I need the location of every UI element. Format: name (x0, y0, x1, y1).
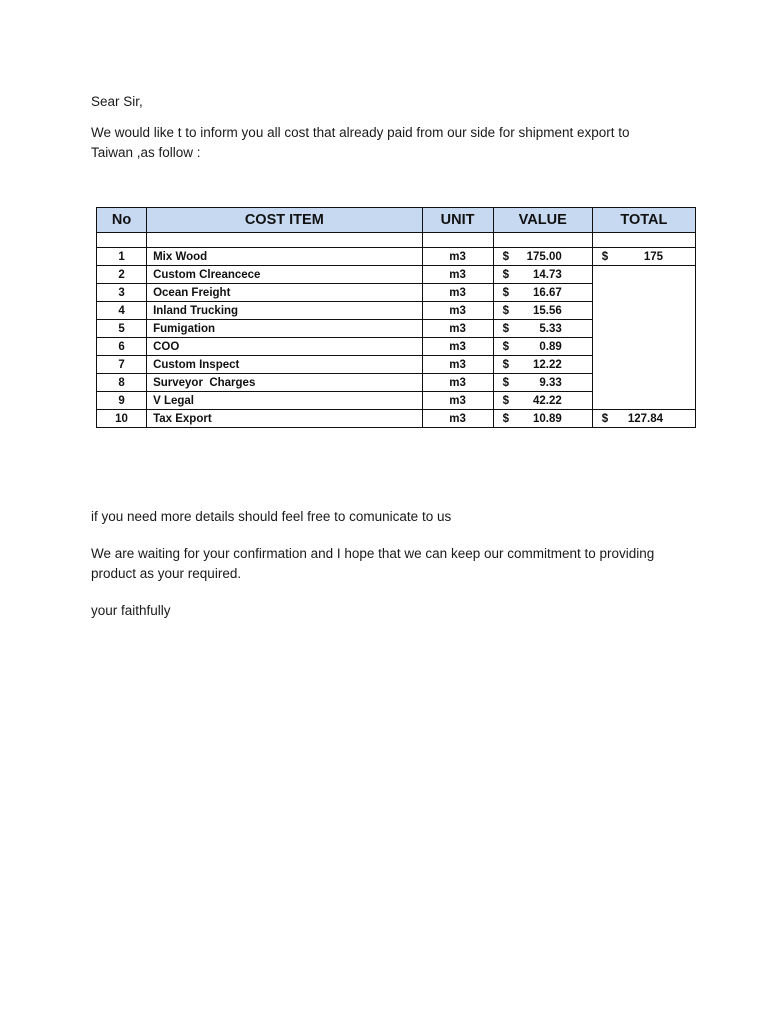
table-row (97, 284, 696, 302)
cell-value (493, 248, 592, 266)
currency-symbol: $ (601, 412, 609, 425)
currency-symbol: $ (502, 412, 510, 425)
blank-cell (147, 233, 422, 248)
cell-no: 1 (97, 248, 147, 266)
cell-cost-item: Tax Export (147, 410, 422, 428)
header-value: VALUE (493, 208, 592, 233)
cell-cost-item: COO (147, 338, 422, 356)
cell-unit: m3 (422, 338, 493, 356)
cell-total (592, 302, 695, 320)
value-amount: 15.56 (533, 304, 562, 317)
value-amount: 10.89 (533, 412, 562, 425)
cell-unit: m3 (422, 248, 493, 266)
header-cost-item: COST ITEM (147, 208, 422, 233)
table-row (97, 302, 696, 320)
header-unit: UNIT (422, 208, 493, 233)
cell-total (592, 356, 695, 374)
value-amount: 175.00 (526, 250, 562, 263)
cell-total (592, 338, 695, 356)
total-amount: 175 (643, 250, 663, 263)
waiting-paragraph: We are waiting for your confirmation and I hope that we can keep our commitment to providing product as your required. (91, 546, 655, 581)
cell-value (493, 320, 592, 338)
blank-cell (422, 233, 493, 248)
cell-no: 8 (97, 374, 147, 392)
intro-paragraph: We would like t to inform you all cost that already paid from our side for shipment export to Taiwan ,as follow : (91, 125, 630, 160)
blank-cell (493, 233, 592, 248)
value-amount: 9.33 (539, 376, 562, 389)
cell-unit: m3 (422, 392, 493, 410)
cell-cost-item: Inland Trucking (147, 302, 422, 320)
cell-no: 9 (97, 392, 147, 410)
cell-unit: m3 (422, 410, 493, 428)
cell-total (592, 284, 695, 302)
table-row (97, 320, 696, 338)
cell-total (592, 320, 695, 338)
cell-total (592, 410, 695, 428)
header-no: No (97, 208, 147, 233)
currency-symbol: $ (502, 394, 510, 407)
table-row (97, 248, 696, 266)
currency-symbol: $ (502, 304, 510, 317)
table-row (97, 266, 696, 284)
cell-cost-item: Custom Clreancece (147, 266, 422, 284)
value-amount: 0.89 (539, 340, 562, 353)
cell-cost-item: Fumigation (147, 320, 422, 338)
table-header-row (97, 208, 696, 233)
currency-symbol: $ (502, 268, 510, 281)
cell-unit: m3 (422, 302, 493, 320)
cell-cost-item: Custom Inspect (147, 356, 422, 374)
cell-value (493, 374, 592, 392)
cell-no: 3 (97, 284, 147, 302)
table-row (97, 356, 696, 374)
cost-table (96, 207, 696, 428)
header-total: TOTAL (592, 208, 695, 233)
cell-total (592, 392, 695, 410)
table-row (97, 374, 696, 392)
cell-no: 2 (97, 266, 147, 284)
cell-value (493, 302, 592, 320)
value-amount: 16.67 (533, 286, 562, 299)
cell-no: 7 (97, 356, 147, 374)
table-row (97, 410, 696, 428)
cell-value (493, 284, 592, 302)
value-amount: 5.33 (539, 322, 562, 335)
currency-symbol: $ (502, 322, 510, 335)
cell-unit: m3 (422, 374, 493, 392)
currency-symbol: $ (502, 250, 510, 263)
total-amount: 127.84 (627, 412, 663, 425)
value-amount: 12.22 (533, 358, 562, 371)
table-row (97, 338, 696, 356)
table-row (97, 392, 696, 410)
currency-symbol: $ (502, 376, 510, 389)
currency-symbol: $ (601, 250, 609, 263)
cell-total (592, 266, 695, 284)
cell-unit: m3 (422, 356, 493, 374)
cell-no: 5 (97, 320, 147, 338)
greeting-text: Sear Sir, (91, 94, 143, 109)
cell-cost-item: Surveyor Charges (147, 374, 422, 392)
cell-no: 6 (97, 338, 147, 356)
cell-value (493, 392, 592, 410)
currency-symbol: $ (502, 286, 510, 299)
cell-value (493, 410, 592, 428)
cell-value (493, 338, 592, 356)
value-amount: 42.22 (533, 394, 562, 407)
cell-no: 4 (97, 302, 147, 320)
blank-cell (97, 233, 147, 248)
cell-cost-item: Ocean Freight (147, 284, 422, 302)
closing-text: your faithfully (91, 603, 171, 618)
value-amount: 14.73 (533, 268, 562, 281)
cell-unit: m3 (422, 266, 493, 284)
details-paragraph: if you need more details should feel free to comunicate to us (91, 509, 452, 524)
cell-no: 10 (97, 410, 147, 428)
cell-cost-item: Mix Wood (147, 248, 422, 266)
cell-unit: m3 (422, 284, 493, 302)
currency-symbol: $ (502, 340, 510, 353)
cell-value (493, 356, 592, 374)
cell-total (592, 374, 695, 392)
blank-row (97, 233, 696, 248)
cell-cost-item: V Legal (147, 392, 422, 410)
currency-symbol: $ (502, 358, 510, 371)
blank-cell (592, 233, 695, 248)
cell-total (592, 248, 695, 266)
cell-value (493, 266, 592, 284)
cell-unit: m3 (422, 320, 493, 338)
